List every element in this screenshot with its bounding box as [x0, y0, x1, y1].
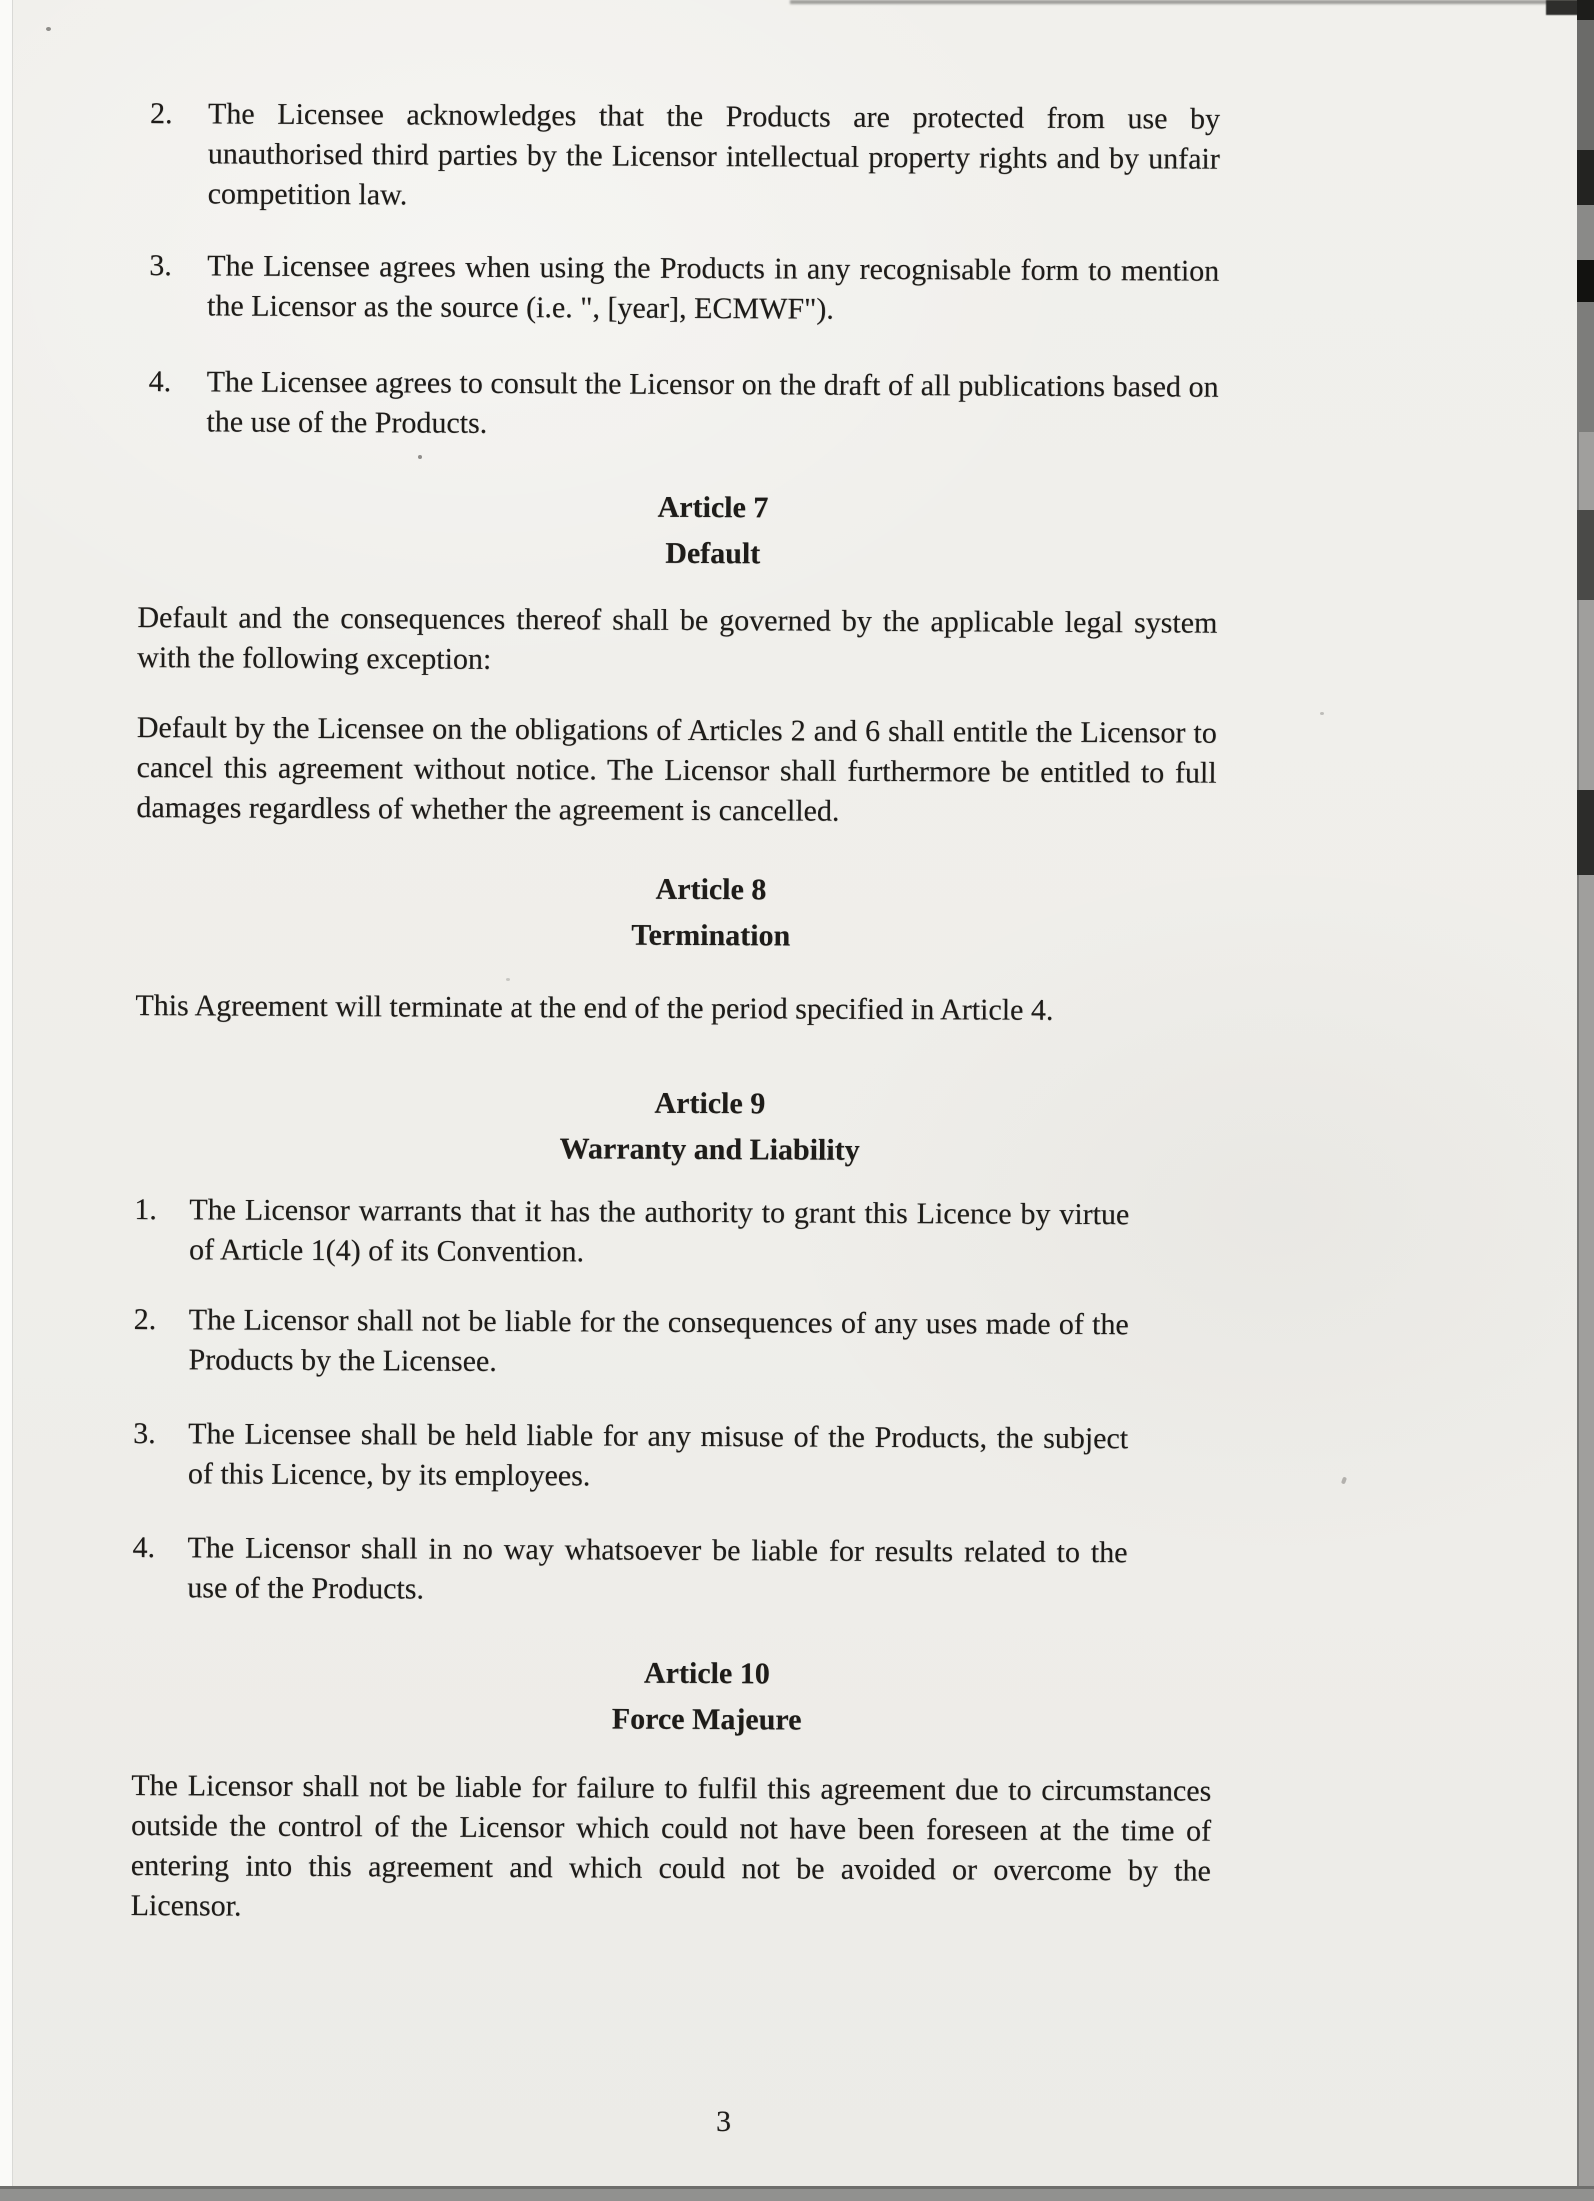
article-9-subtitle: Warranty and Liability	[559, 1132, 860, 1167]
page-number: 3	[716, 2105, 731, 2138]
article-10-paragraph-1: The Licensor shall not be liable for failure to fulfil this agreement due to circumstances outside the control of the Licensor which could not have been foreseen at the time of entering into this agreement and which could not be avoided or overcome by the Licensor.	[130, 1768, 1212, 1923]
item-text: The Licensee agrees to consult the Licensor on the draft of all publications based on the use of the Products.	[206, 365, 1219, 440]
item-text: The Licensor shall not be liable for the consequences of any uses made of the Products by the Licensee.	[188, 1303, 1129, 1378]
article-9-heading	[135, 1078, 1215, 1176]
article-10-subtitle: Force Majeure	[611, 1702, 802, 1737]
scan-edge-left	[0, 0, 13, 2201]
item-number: 2.	[149, 97, 173, 131]
scan-edge-mark	[1577, 205, 1594, 260]
scan-top-shadow	[790, 0, 1579, 4]
scan-speck	[506, 978, 510, 981]
warranty-item-1	[134, 1190, 1129, 1275]
scan-edge-mark	[1577, 0, 1594, 20]
article-8-subtitle: Termination	[631, 918, 791, 953]
article-8-paragraph-1: This Agreement will terminate at the end of the period specified in Article 4.	[135, 988, 1054, 1027]
scan-edge-mark	[1577, 260, 1594, 302]
page-content	[131, 0, 1221, 1932]
item-number: 3.	[133, 1416, 156, 1451]
item-number: 4.	[132, 1530, 156, 1565]
item-number: 2.	[133, 1302, 157, 1337]
warranty-item-2	[133, 1300, 1128, 1385]
article-9-title: Article 9	[654, 1086, 766, 1121]
item-text: The Licensee acknowledges that the Products are protected from use by unauthorised third parties by the Licensor intellectual property rights and by unfair competition law.	[207, 97, 1221, 212]
article-7-paragraph-1: Default and the consequences thereof shall be governed by the applicable legal system with the following exception:	[137, 600, 1218, 676]
item-text: The Licensor shall in no way whatsoever be liable for results related to the use of the Products.	[187, 1531, 1128, 1606]
scan-edge-bottom	[0, 2186, 1594, 2201]
numbered-item-4	[138, 362, 1218, 448]
scan-speck	[46, 27, 51, 31]
warranty-item-4	[132, 1528, 1127, 1613]
article-7-paragraph-2: Default by the Licensee on the obligations of Articles 2 and 6 shall entitle the Licensor to cancel this agreement without notice. The Licensor shall furthermore be entitled to full damages regardless of whether the agreement is cancelled.	[136, 710, 1217, 828]
numbered-item-3	[139, 246, 1219, 332]
article-10-heading	[132, 1648, 1212, 1746]
item-text: The Licensee agrees when using the Products in any recognisable form to mention the Licensor as the source (i.e. ", [year], ECMWF").	[206, 249, 1220, 326]
scan-speck	[418, 455, 422, 459]
numbered-item-2	[140, 94, 1221, 220]
article-7-subtitle: Default	[665, 536, 761, 571]
scan-edge-mark	[1577, 302, 1594, 432]
item-number: 1.	[134, 1192, 157, 1227]
article-7-heading	[138, 482, 1218, 580]
article-9-list	[132, 1190, 1214, 1614]
scan-edge-right	[1577, 0, 1594, 2201]
scan-edge-mark	[1577, 20, 1594, 150]
article-8-heading	[136, 864, 1216, 962]
item-text: The Licensee shall be held liable for any misuse of the Products, the subject of this Licence, by its employees.	[187, 1417, 1129, 1493]
scan-edge-mark	[1577, 510, 1594, 600]
article-7-title: Article 7	[657, 490, 769, 525]
item-number: 3.	[149, 249, 172, 283]
warranty-item-3	[133, 1414, 1128, 1499]
scan-speck	[1341, 1477, 1347, 1485]
article-8-title: Article 8	[655, 872, 767, 907]
item-text: The Licensor warrants that it has the authority to grant this Licence by virtue of Article 1(4) of its Convention.	[188, 1193, 1130, 1269]
scan-speck	[1320, 712, 1324, 715]
article-10-title: Article 10	[643, 1656, 770, 1691]
item-number: 4.	[148, 365, 172, 399]
scan-edge-mark	[1577, 790, 1594, 875]
scan-edge-mark	[1577, 150, 1594, 205]
